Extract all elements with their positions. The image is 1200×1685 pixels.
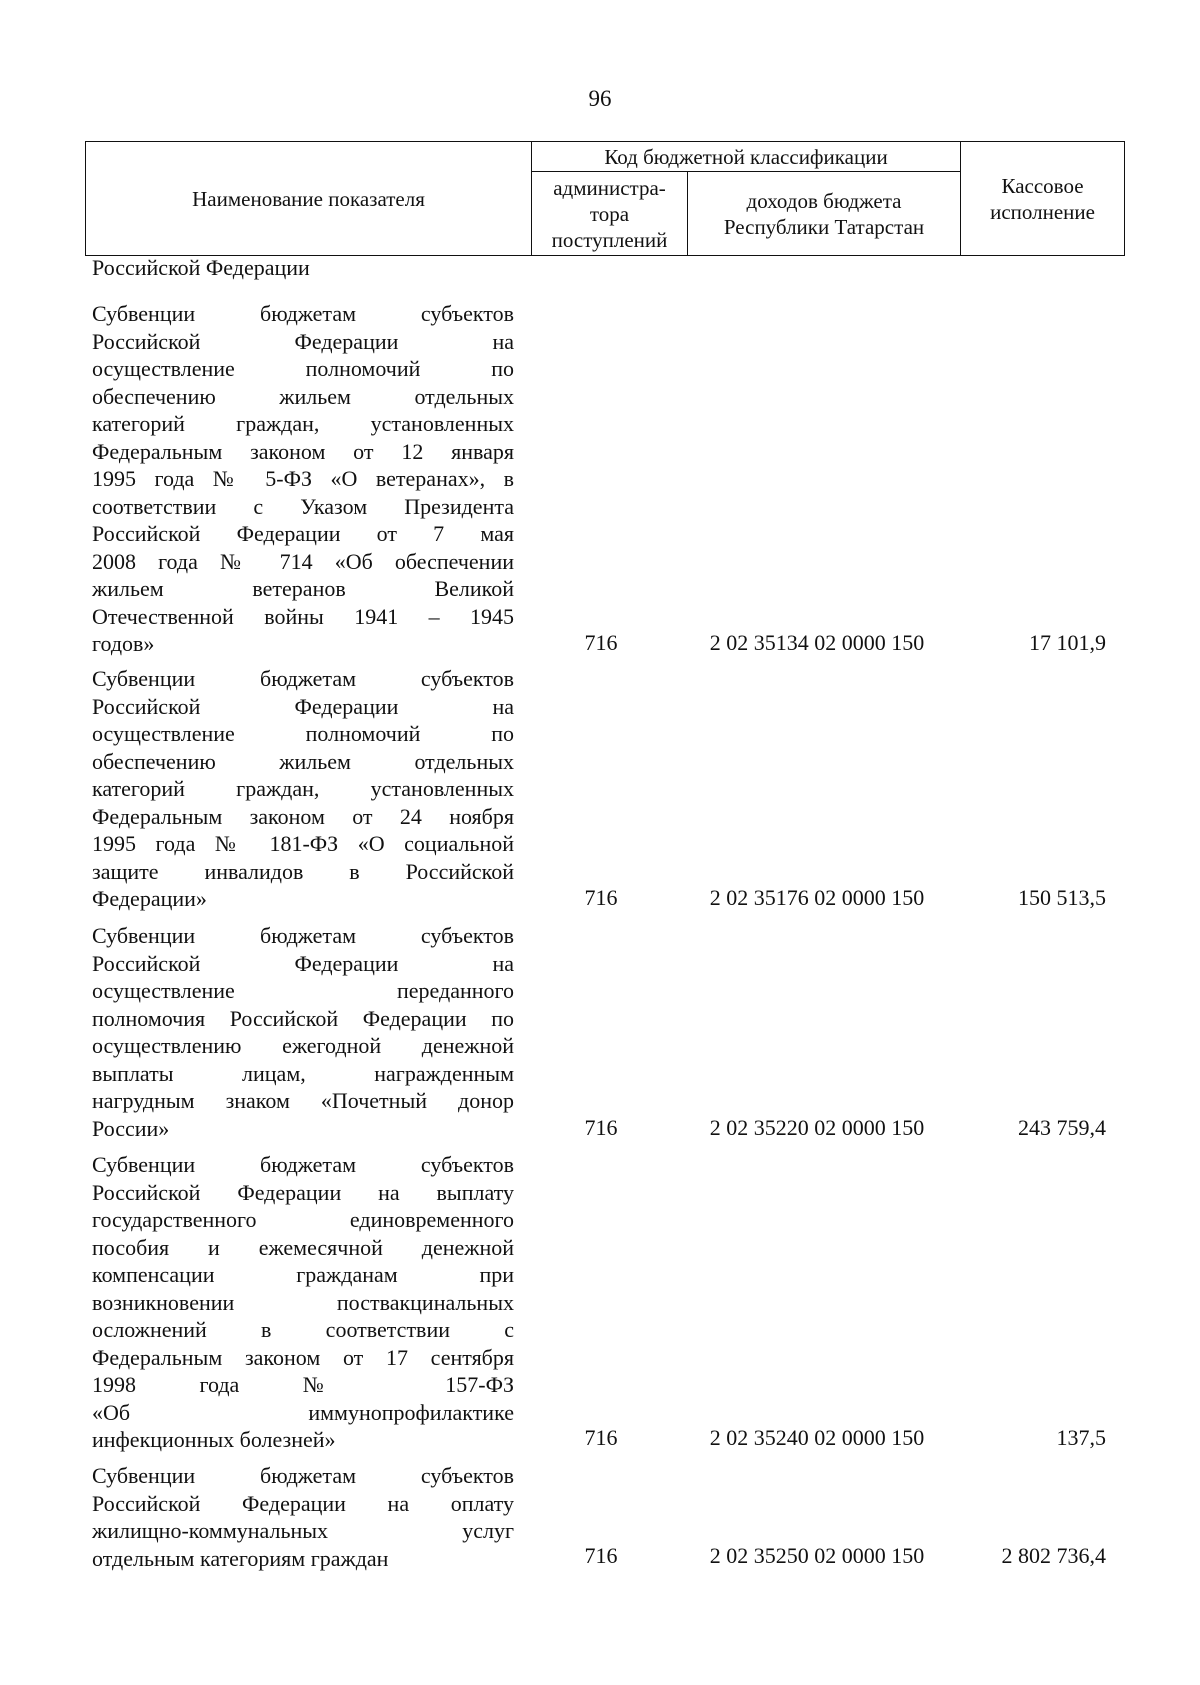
name-line: 2008 года № 714 «Об обеспечении — [92, 548, 514, 574]
name-line: жильем ветеранов Великой — [92, 576, 514, 601]
name-line: Субвенции бюджетам субъектов — [92, 301, 514, 326]
name-line: компенсации гражданам при — [92, 1262, 514, 1287]
budget-code: 2 02 35250 02 0000 150 — [709, 1543, 925, 1568]
name-line: 1995 года № 181-ФЗ «О социальной — [92, 831, 514, 856]
name-line: отдельным категориям граждан — [92, 1545, 389, 1571]
name-line: нагрудным знаком «Почетный донор — [92, 1088, 514, 1113]
name-line: категорий граждан, установленных — [92, 776, 514, 801]
continuation-line: Российской Федерации — [92, 255, 310, 280]
name-line: соответствии с Указом Президента — [92, 493, 514, 519]
name-line: Федерации» — [92, 886, 207, 911]
indicator-name — [92, 665, 514, 913]
cash-amount: 137,5 — [1056, 1425, 1106, 1450]
indicator-name — [92, 1462, 514, 1572]
cash-amount: 2 802 736,4 — [1001, 1543, 1106, 1568]
budget-code: 2 02 35134 02 0000 150 — [709, 630, 925, 655]
name-line: Российской Федерации от 7 мая — [92, 521, 514, 546]
name-line: осуществлению ежегодной денежной — [92, 1033, 514, 1058]
name-line: осуществление полномочий по — [92, 721, 514, 746]
name-line: жилищно-коммунальных услуг — [92, 1518, 514, 1543]
name-line: Федеральным законом от 12 января — [92, 438, 514, 464]
cash-amount: 150 513,5 — [1018, 885, 1106, 910]
name-line: осуществление полномочий по — [92, 356, 514, 381]
header-name-column: Наименование показателя — [86, 142, 532, 256]
name-line: Субвенции бюджетам субъектов — [92, 923, 514, 948]
name-line: осуществление переданного — [92, 978, 514, 1003]
name-line: годов» — [92, 631, 155, 656]
name-line: Российской Федерации на выплату — [92, 1179, 514, 1205]
table-header — [85, 141, 1125, 256]
name-line: 1998 года № 157-ФЗ — [92, 1372, 514, 1397]
name-line: «Об иммунопрофилактике — [92, 1399, 514, 1425]
budget-code: 2 02 35240 02 0000 150 — [709, 1425, 925, 1450]
name-line: инфекционных болезней» — [92, 1427, 336, 1452]
name-line: выплаты лицам, награжденным — [92, 1060, 514, 1086]
name-line: пособия и ежемесячной денежной — [92, 1234, 514, 1260]
name-line: Отечественной войны 1941 – 1945 — [92, 603, 514, 629]
name-line: 1995 года № 5-ФЗ «О ветеранах», в — [92, 466, 514, 491]
name-line: Российской Федерации на — [92, 693, 514, 719]
name-line: полномочия Российской Федерации по — [92, 1005, 514, 1031]
cash-amount: 243 759,4 — [1018, 1115, 1106, 1140]
name-line: обеспечению жильем отдельных — [92, 748, 514, 774]
indicator-name — [92, 922, 514, 1142]
name-line: категорий граждан, установленных — [92, 411, 514, 436]
name-line: защите инвалидов в Российской — [92, 858, 514, 884]
indicator-name — [92, 1151, 514, 1454]
name-line: Федеральным законом от 17 сентября — [92, 1344, 514, 1370]
name-line: Субвенции бюджетам субъектов — [92, 1152, 514, 1177]
name-line: Федеральным законом от 24 ноября — [92, 803, 514, 829]
admin-code: 716 — [584, 1115, 618, 1140]
header-admin-column: администра- тора поступлений — [532, 172, 688, 256]
name-line: осложнений в соответствии с — [92, 1317, 514, 1342]
admin-code: 716 — [584, 1543, 618, 1568]
name-line: Субвенции бюджетам субъектов — [92, 1463, 514, 1488]
name-line: Российской Федерации на — [92, 950, 514, 976]
admin-code: 716 — [584, 630, 618, 655]
page-number: 96 — [588, 86, 612, 111]
header-income-column: доходов бюджета Республики Татарстан — [688, 172, 961, 256]
name-line: Российской Федерации на оплату — [92, 1490, 514, 1516]
name-line: обеспечению жильем отдельных — [92, 383, 514, 409]
admin-code: 716 — [584, 1425, 618, 1450]
name-line: России» — [92, 1115, 170, 1141]
header-cash-column: Кассовое исполнение — [961, 142, 1125, 256]
indicator-name — [92, 300, 514, 658]
name-line: Субвенции бюджетам субъектов — [92, 666, 514, 691]
admin-code: 716 — [584, 885, 618, 910]
budget-code: 2 02 35220 02 0000 150 — [709, 1115, 925, 1140]
name-line: Российской Федерации на — [92, 328, 514, 354]
name-line: возникновении поствакцинальных — [92, 1289, 514, 1315]
name-line: государственного единовременного — [92, 1207, 514, 1232]
header-kbk-group: Код бюджетной классификации — [532, 142, 961, 172]
cash-amount: 17 101,9 — [1029, 630, 1106, 655]
budget-code: 2 02 35176 02 0000 150 — [709, 885, 925, 910]
